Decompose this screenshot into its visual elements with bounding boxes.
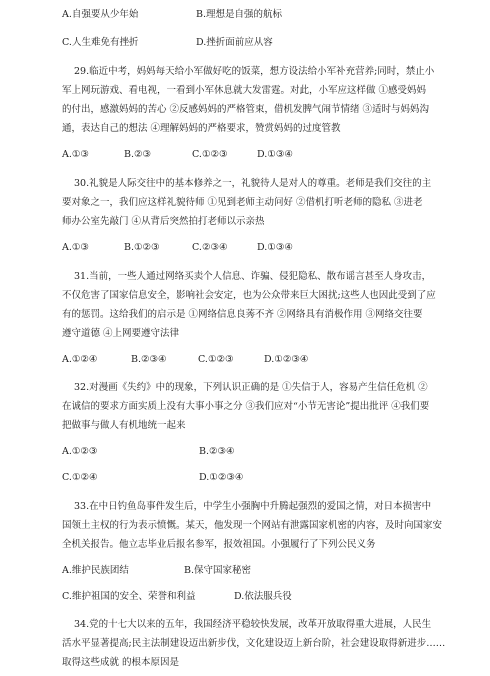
q30-line-1: 30.礼貌是人际交往中的基本修养之一，礼貌待人是对人的尊重。老师是我们交往的主 [74, 178, 432, 189]
q31-option-a: A.①②④ [62, 354, 98, 365]
top-option-b: B.理想是自强的航标 [196, 9, 283, 20]
q29-line-4: 通，表达自己的想法 ④理解妈妈的严格要求，赞赏妈妈的过度管教 [62, 123, 341, 134]
q29-option-c: C.①②③ [192, 149, 228, 160]
top-option-a: A.自强要从少年始 [62, 9, 139, 20]
q32-option-d: D.①②③④ [199, 472, 244, 483]
q33-option-c: C.维护祖国的安全、荣誉和利益 [62, 591, 196, 602]
q31-line-3: 有的惩罚。这给我们的启示是 ①网络信息良莠不齐 ②网络具有消极作用 ③网络交往要 [62, 309, 423, 320]
q29-option-a: A.①③ [62, 149, 89, 160]
q33-line-1: 33.在中日钓鱼岛事件发生后，中学生小强胸中升腾起强烈的爱国之情，对日本损害中 [74, 501, 432, 512]
q29-option-b: B.②③ [124, 149, 152, 160]
q29-option-d: D.①③④ [257, 149, 293, 160]
q29-line-1: 29.临近中考，妈妈每天给小军做好吃的饭菜，想方设法给小军补充营养;同时，禁止小 [74, 66, 435, 77]
q30-option-b: B.①②③ [124, 242, 160, 253]
top-option-c: C.人生难免有挫折 [62, 37, 139, 48]
q31-option-c: C.①②③ [198, 354, 234, 365]
q30-option-c: C.②③④ [192, 242, 228, 253]
q32-option-b: B.②③④ [199, 446, 235, 457]
q33-option-d: D.依法服兵役 [234, 591, 292, 602]
q29-line-3: 的付出，感激妈妈的苦心 ②反感妈妈的严格管束，借机发脾气闹节情绪 ③适时与妈妈沟 [62, 104, 430, 115]
q31-line-1: 31.当前，一些人通过网络买卖个人信息、诈骗、侵犯隐私、散布谣言甚至人身攻击， [74, 271, 432, 282]
q33-line-2: 国领土主权的行为表示愤慨。某天，他发现一个网站有泄露国家机密的内容，及时向国家安 [62, 520, 443, 531]
q32-line-2: 在诚信的要求方面实质上没有大事小事之分 ③我们应对“小节无害论”提出批评 ④我们要 [62, 401, 430, 412]
q33-option-a: A.维护民族团结 [62, 565, 129, 576]
q29-line-2: 军上网玩游戏、看电视，一看到小军休息就大发雷霆。对此，小军应这样做 ①感受妈妈 [62, 85, 427, 96]
q31-line-2: 不仅危害了国家信息安全，影响社会安定，也为公众带来巨大困扰;这些人也因此受到了应 [62, 290, 436, 301]
q31-option-d: D.①②③④ [264, 354, 309, 365]
q30-line-3: 师办公室先敲门 ④从背后突然拍打老师以示亲热 [62, 216, 265, 227]
q34-line-3: 取得这些成就 的根本原因是 [62, 657, 180, 668]
q32-option-a: A.①②③ [62, 446, 98, 457]
q30-option-d: D.①③④ [257, 242, 293, 253]
q31-option-b: B.②③④ [131, 354, 167, 365]
q32-line-1: 32.对漫画《失约》中的现象，下列认识正确的是 ①失信于人，容易产生信任危机 ② [74, 382, 428, 393]
q33-line-3: 全机关报告。他立志毕业后报名参军，报效祖国。小强履行了下列公民义务 [62, 539, 376, 550]
q34-line-1: 34.党的十七大以来的五年，我国经济平稳较快发展，改革开放取得重大进展，人民生 [74, 619, 432, 630]
top-option-d: D.挫折面前应从容 [196, 37, 273, 48]
q30-line-2: 要对象之一，我们应这样礼貌待师 ①见到老师主动问好 ②借机打听老师的隐私 ③进老 [62, 197, 423, 208]
q30-option-a: A.①③ [62, 242, 89, 253]
q33-option-b: B.保守国家秘密 [184, 565, 252, 576]
q32-line-3: 把做事与做人有机地统一起来 [62, 420, 186, 431]
q34-line-2: 活水平显著提高;民主法制建设迈出新步伐，文化建设迈上新台阶，社会建设取得新进步…… [62, 638, 446, 649]
q31-line-4: 遵守道德 ④上网要遵守法律 [62, 328, 180, 339]
q32-option-c: C.①②④ [62, 472, 98, 483]
